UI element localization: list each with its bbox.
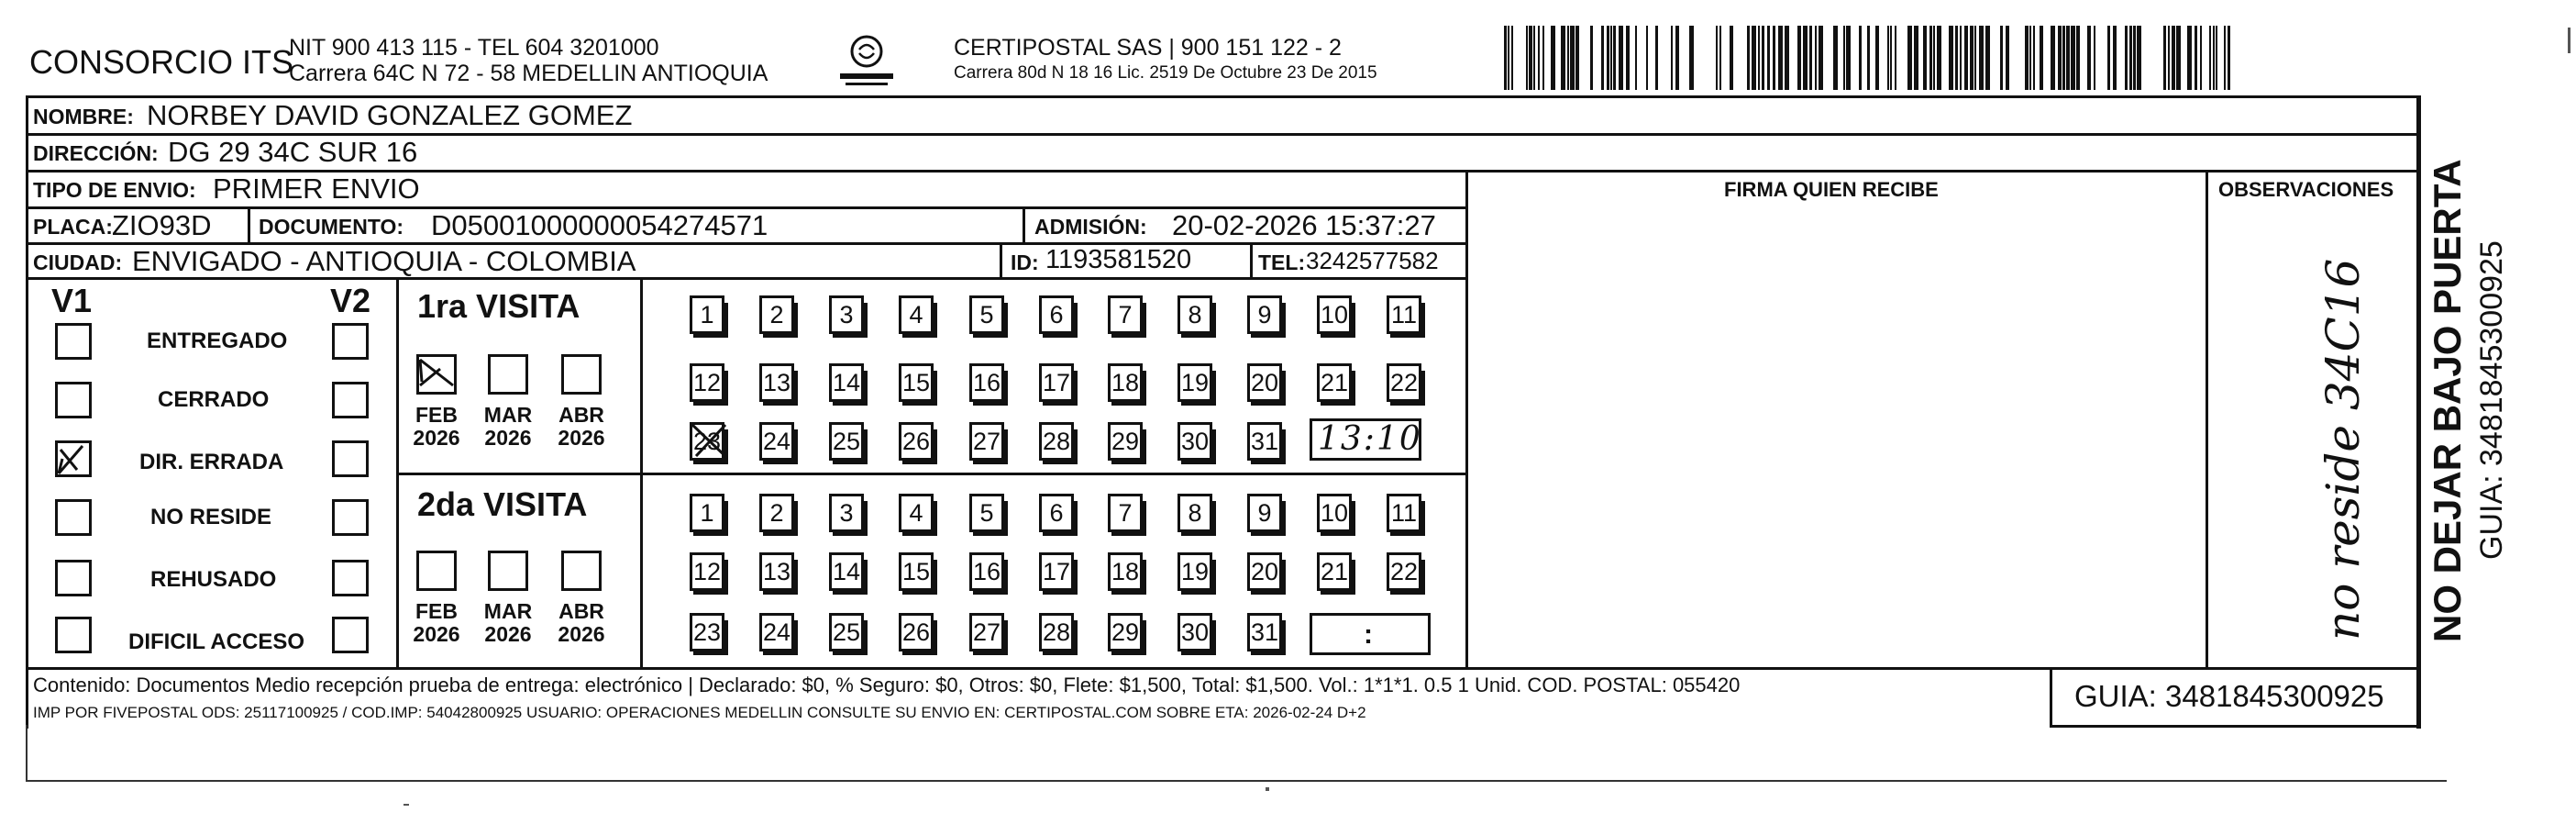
tel-label: TEL: <box>1258 251 1306 274</box>
v1-checkbox-dificil-acceso[interactable] <box>55 617 92 653</box>
observacion-handwritten: no reside 34C16 <box>2316 258 2370 640</box>
first-visit-day-box[interactable]: 20 <box>1247 363 1282 402</box>
first-visit-day-box[interactable]: 24 <box>759 422 794 461</box>
first-visit-day-box[interactable]: 14 <box>829 363 864 402</box>
observaciones-area[interactable] <box>2210 209 2414 664</box>
side-warning: NO DEJAR BAJO PUERTA <box>2426 159 2469 642</box>
second-visit-day-box[interactable]: 8 <box>1177 494 1212 532</box>
cross-mark-icon <box>689 421 729 462</box>
second-visit-day-box[interactable]: 30 <box>1177 613 1212 651</box>
second-visit-day-box[interactable]: 10 <box>1317 494 1352 532</box>
v2-checkbox-dificil-acceso[interactable] <box>332 617 369 653</box>
second-visit-day-box[interactable]: 28 <box>1039 613 1074 651</box>
nombre-value: NORBEY DAVID GONZALEZ GOMEZ <box>147 99 633 131</box>
row-line <box>26 667 2421 670</box>
certipostal-logo <box>835 31 899 92</box>
v1-checkbox-no-reside[interactable] <box>55 499 92 536</box>
observaciones-header: OBSERVACIONES <box>2218 178 2394 201</box>
first-month-label-mar: MAR 2026 <box>483 403 533 451</box>
first-visit-month-abr[interactable] <box>561 354 602 395</box>
first-visit-day-box[interactable]: 29 <box>1108 422 1143 461</box>
second-visit-day-box[interactable]: 9 <box>1247 494 1282 532</box>
first-visit-day-box[interactable]: 21 <box>1317 363 1352 402</box>
col-line <box>1023 206 1025 243</box>
company-address: Carrera 64C N 72 - 58 MEDELLIN ANTIOQUIA <box>289 61 768 86</box>
first-visit-day-box[interactable]: 18 <box>1108 363 1143 402</box>
status-no-reside: NO RESIDE <box>150 505 272 529</box>
check-mark-icon <box>416 354 457 395</box>
row-line <box>26 277 1465 280</box>
first-visit-day-box[interactable]: 4 <box>899 295 934 334</box>
second-visit-time: : <box>1364 619 1373 650</box>
status-dir-errada: DIR. ERRADA <box>139 450 284 474</box>
second-visit-day-box[interactable]: 13 <box>759 552 794 591</box>
second-visit-day-box[interactable]: 25 <box>829 613 864 651</box>
second-visit-day-box[interactable]: 4 <box>899 494 934 532</box>
firma-area[interactable] <box>1469 209 2203 664</box>
scan-mark <box>1266 787 1269 791</box>
second-visit-day-box[interactable]: 7 <box>1108 494 1143 532</box>
id-label: ID: <box>1011 251 1039 274</box>
second-month-label-abr: ABR 2026 <box>558 599 605 647</box>
second-visit-day-box[interactable]: 15 <box>899 552 934 591</box>
direccion-value: DG 29 34C SUR 16 <box>168 136 418 168</box>
v1-header: V1 <box>51 282 93 319</box>
first-visit-day-box[interactable]: 2 <box>759 295 794 334</box>
first-visit-day-box[interactable]: 1 <box>690 295 724 334</box>
first-visit-day-box[interactable]: 5 <box>969 295 1004 334</box>
first-visit-month-mar[interactable] <box>488 354 528 395</box>
ciudad-label: CIUDAD: <box>33 251 123 274</box>
admision-label: ADMISIÓN: <box>1034 215 1147 239</box>
first-visit-day-box[interactable]: 16 <box>969 363 1004 402</box>
status-dificil-acceso: DIFICIL ACCESO <box>128 629 305 654</box>
v2-header: V2 <box>330 282 371 319</box>
barcode <box>1504 26 2238 90</box>
first-visit-day-box[interactable]: 23 <box>690 422 724 461</box>
second-visit-day-box[interactable]: 23 <box>690 613 724 651</box>
first-visit-day-box[interactable]: 31 <box>1247 422 1282 461</box>
first-visit-day-box[interactable]: 9 <box>1247 295 1282 334</box>
second-visit-day-box[interactable]: 1 <box>690 494 724 532</box>
col-line <box>2206 170 2208 667</box>
footer-guia: GUIA: 3481845300925 <box>2074 679 2384 713</box>
second-visit-day-box[interactable]: 22 <box>1387 552 1421 591</box>
row-line <box>396 473 1465 475</box>
first-visit-time: 13:10 <box>1318 420 1422 458</box>
col-line <box>1000 242 1002 277</box>
company-name: CONSORCIO ITS <box>29 43 294 81</box>
first-visit-day-box[interactable]: 26 <box>899 422 934 461</box>
second-visit-day-box[interactable]: 31 <box>1247 613 1282 651</box>
second-visit-time-box[interactable] <box>1310 613 1431 655</box>
firma-header: FIRMA QUIEN RECIBE <box>1724 178 1939 201</box>
placa-value: ZIO93D <box>112 209 212 241</box>
second-visit-day-box[interactable]: 19 <box>1177 552 1212 591</box>
first-visit-day-box[interactable]: 28 <box>1039 422 1074 461</box>
second-visit-day-box[interactable]: 24 <box>759 613 794 651</box>
second-visit-day-box[interactable]: 18 <box>1108 552 1143 591</box>
footer-content: Contenido: Documentos Medio recepción prueba de entrega: electrónico | Declarado: $0, % Seguro: $0, Otros: $0, Flete: $1,500, Total: $1,500. Vol.: 1*1*1. 0.5 1 Unid. COD. POSTAL: 055420 <box>33 674 1741 696</box>
status-cerrado: CERRADO <box>158 387 270 412</box>
first-visit-day-box[interactable]: 19 <box>1177 363 1212 402</box>
second-visit-day-box[interactable]: 6 <box>1039 494 1074 532</box>
documento-value: D05001000000054274571 <box>431 209 768 241</box>
first-visit-day-box[interactable]: 30 <box>1177 422 1212 461</box>
tel-value: 3242577582 <box>1306 247 1439 274</box>
second-month-label-feb: FEB 2026 <box>413 599 460 647</box>
first-visit-day-box[interactable]: 11 <box>1387 295 1421 334</box>
first-visit-day-box[interactable]: 13 <box>759 363 794 402</box>
v2-checkbox-no-reside[interactable] <box>332 499 369 536</box>
status-entregado: ENTREGADO <box>147 328 288 353</box>
second-visit-day-box[interactable]: 11 <box>1387 494 1421 532</box>
second-visit-day-box[interactable]: 17 <box>1039 552 1074 591</box>
v2-checkbox-entregado[interactable] <box>332 323 369 360</box>
second-visit-month-feb[interactable] <box>416 551 457 591</box>
footer-imp: IMP POR FIVEPOSTAL ODS: 25117100925 / COD.IMP: 54042800925 USUARIO: OPERACIONES MEDELLIN CONSULTE SU ENVIO EN: CERTIPOSTAL.COM SOBRE ETA: 2026-02-24 D+2 <box>33 704 1366 721</box>
row-line <box>2050 725 2421 728</box>
placa-label: PLACA: <box>33 215 113 239</box>
first-visit-day-box[interactable]: 3 <box>829 295 864 334</box>
carrier-name: CERTIPOSTAL SAS | 900 151 122 - 2 <box>954 35 1342 61</box>
admision-value: 20-02-2026 15:37:27 <box>1172 209 1436 241</box>
first-visit-day-box[interactable]: 10 <box>1317 295 1352 334</box>
nombre-label: NOMBRE: <box>33 105 134 128</box>
first-visit-day-box[interactable]: 6 <box>1039 295 1074 334</box>
scan-mark <box>404 804 409 806</box>
side-guia: GUIA: 3481845300925 <box>2474 240 2509 560</box>
second-visit-day-box[interactable]: 21 <box>1317 552 1352 591</box>
second-visit-day-box[interactable]: 2 <box>759 494 794 532</box>
first-month-label-feb: FEB 2026 <box>413 403 460 451</box>
first-visit-day-box[interactable]: 17 <box>1039 363 1074 402</box>
col-line <box>2050 667 2052 725</box>
second-visit-day-box[interactable]: 5 <box>969 494 1004 532</box>
v1-checkbox-rehusado[interactable] <box>55 560 92 596</box>
first-visit-month-feb[interactable] <box>416 354 457 395</box>
second-month-label-mar: MAR 2026 <box>483 599 533 647</box>
col-line <box>2416 95 2419 729</box>
scan-mark <box>2568 28 2570 53</box>
documento-label: DOCUMENTO: <box>259 215 404 239</box>
v1-checkbox-dir-errada[interactable] <box>55 440 92 477</box>
second-visit-month-abr[interactable] <box>561 551 602 591</box>
direccion-label: DIRECCIÓN: <box>33 141 159 165</box>
second-visit-title: 2da VISITA <box>417 485 588 523</box>
first-visit-day-box[interactable]: 27 <box>969 422 1004 461</box>
tipo-envio-label: TIPO DE ENVIO: <box>33 178 196 202</box>
check-mark-icon <box>55 440 92 477</box>
second-visit-day-box[interactable]: 14 <box>829 552 864 591</box>
tipo-envio-value: PRIMER ENVIO <box>213 173 420 205</box>
first-visit-day-box[interactable]: 22 <box>1387 363 1421 402</box>
second-visit-day-box[interactable]: 20 <box>1247 552 1282 591</box>
v1-checkbox-cerrado[interactable] <box>55 382 92 418</box>
second-visit-day-box[interactable]: 3 <box>829 494 864 532</box>
second-visit-day-box[interactable]: 12 <box>690 552 724 591</box>
first-visit-day-box[interactable]: 8 <box>1177 295 1212 334</box>
second-visit-day-box[interactable]: 27 <box>969 613 1004 651</box>
second-visit-day-box[interactable]: 16 <box>969 552 1004 591</box>
v2-checkbox-cerrado[interactable] <box>332 382 369 418</box>
first-visit-title: 1ra VISITA <box>417 287 580 325</box>
first-visit-day-box[interactable]: 7 <box>1108 295 1143 334</box>
first-visit-day-box[interactable]: 12 <box>690 363 724 402</box>
second-visit-day-box[interactable]: 29 <box>1108 613 1143 651</box>
col-line <box>1465 170 1468 667</box>
form-left-tail <box>26 725 28 780</box>
carrier-license: Carrera 80d N 18 16 Lic. 2519 De Octubre 23 De 2015 <box>954 63 1377 83</box>
v2-checkbox-dir-errada[interactable] <box>332 440 369 477</box>
status-rehusado: REHUSADO <box>150 567 277 592</box>
id-value: 1193581520 <box>1045 245 1192 274</box>
first-visit-day-box[interactable]: 15 <box>899 363 934 402</box>
second-visit-day-box[interactable]: 26 <box>899 613 934 651</box>
form-bottom-gap <box>26 780 2447 782</box>
first-month-label-abr: ABR 2026 <box>558 403 605 451</box>
first-visit-day-box[interactable]: 25 <box>829 422 864 461</box>
v1-checkbox-entregado[interactable] <box>55 323 92 360</box>
col-line <box>1250 242 1253 277</box>
v2-checkbox-rehusado[interactable] <box>332 560 369 596</box>
second-visit-month-mar[interactable] <box>488 551 528 591</box>
ciudad-value: ENVIGADO - ANTIOQUIA - COLOMBIA <box>132 245 636 277</box>
first-visit-time-box[interactable] <box>1310 418 1421 461</box>
col-line <box>248 206 250 243</box>
company-nit: NIT 900 413 115 - TEL 604 3201000 <box>289 35 659 61</box>
